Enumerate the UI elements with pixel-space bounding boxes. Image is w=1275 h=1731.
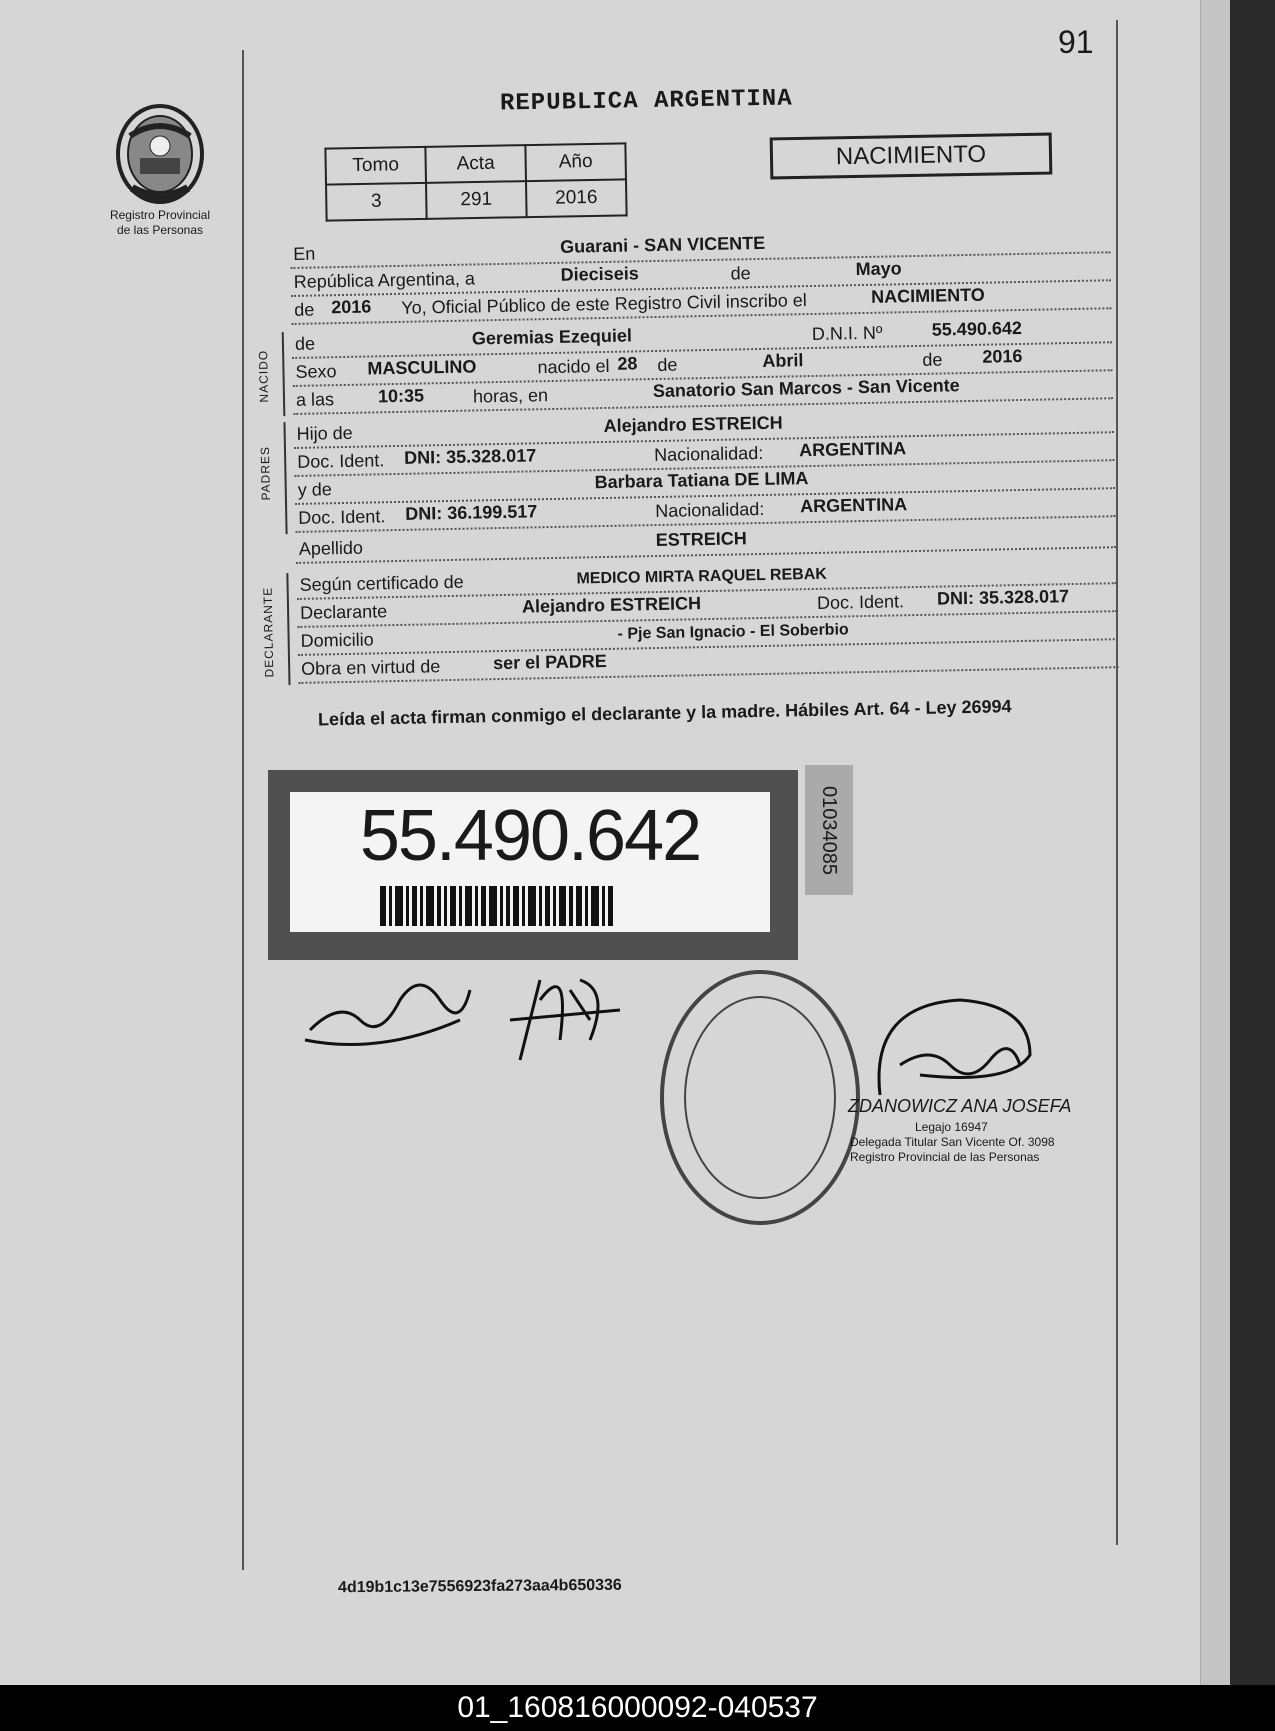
official-name: ZDANOWICZ ANA JOSEFA — [848, 1096, 1072, 1116]
value-anio: 2016 — [331, 296, 372, 318]
value-madre-doc: DNI: 36.199.517 — [405, 501, 538, 524]
page-edge — [1200, 0, 1230, 1685]
value-inscribo: NACIMIENTO — [870, 284, 986, 307]
label-certificado: Según certificado de — [299, 571, 464, 595]
value-hora: 10:35 — [377, 385, 425, 407]
label-de-4: de — [922, 349, 943, 370]
footer-id: 01_160816000092-040537 — [0, 1685, 1275, 1731]
value-declarante-doc: DNI: 35.328.017 — [936, 586, 1070, 609]
id-label-inner — [290, 792, 770, 932]
caption-line-1: Registro Provincial — [109, 208, 211, 222]
label-declarante: Declarante — [299, 601, 388, 623]
label-alas: a las — [295, 389, 335, 410]
label-obra: Obra en virtud de — [301, 656, 441, 679]
section-nacido — [256, 316, 1113, 415]
label-sexo: Sexo — [295, 361, 337, 382]
stamp-inner-ring — [684, 996, 836, 1199]
header-acta: Acta — [425, 145, 526, 183]
left-margin-line — [242, 50, 244, 1570]
value-anio: 2016 — [526, 179, 627, 217]
value-padre-doc: DNI: 35.328.017 — [403, 445, 537, 468]
official-registro: Registro Provincial de las Personas — [850, 1150, 1040, 1164]
value-madre: Barbara Tatiana DE LIMA — [594, 468, 809, 493]
label-yde: y de — [297, 479, 332, 500]
label-nacido: nacido el — [537, 355, 610, 378]
header-anio: Año — [525, 143, 626, 181]
label-nacionalidad: Nacionalidad: — [653, 442, 764, 466]
value-padre: Alejandro ESTREICH — [603, 412, 783, 437]
label-apellido: Apellido — [298, 537, 364, 559]
label-de-3: de — [657, 354, 678, 375]
label-horas: horas, en — [472, 385, 549, 407]
value-nac-mes: Abril — [762, 350, 804, 371]
label-domicilio: Domicilio — [300, 629, 374, 651]
label-de-2: de — [294, 299, 315, 320]
label-en: En — [293, 243, 316, 264]
right-margin-line — [1116, 20, 1118, 1545]
id-number: 55.490.642 — [359, 796, 701, 876]
official-legajo: Legajo 16947 — [915, 1120, 988, 1134]
value-tomo: 3 — [326, 183, 427, 221]
value-nac-anio: 2016 — [982, 345, 1023, 367]
value-mes: Mayo — [855, 258, 902, 280]
official-signature-icon — [860, 985, 1050, 1105]
value-madre-nac: ARGENTINA — [799, 494, 908, 517]
value-padre-nac: ARGENTINA — [798, 438, 907, 461]
label-dni: D.N.I. Nº — [811, 322, 883, 344]
value-sexo: MASCULINO — [367, 356, 477, 379]
label-doc: Doc. Ident. — [298, 506, 386, 528]
serial-number: 01034085 — [805, 765, 853, 895]
header-tomo: Tomo — [325, 147, 426, 185]
document-title: REPUBLICA ARGENTINA — [499, 85, 793, 118]
caption-line-2: de las Personas — [116, 223, 204, 237]
label-inscribo: Yo, Oficial Público de este Registro Civil inscribo el — [401, 290, 807, 318]
label-hijo: Hijo de — [296, 422, 353, 444]
value-nac-dia: 28 — [617, 353, 638, 374]
label-doc-ident: Doc. Ident. — [816, 591, 905, 613]
value-en: Guarani - SAN VICENTE — [559, 232, 766, 257]
province-emblem-icon — [110, 96, 210, 208]
label-nacido-section: NACIDO — [256, 349, 272, 403]
official-cargo: Delegada Titular San Vicente Of. 3098 — [850, 1135, 1055, 1149]
value-dia: Dieciseis — [560, 263, 639, 285]
barcode-icon — [380, 886, 670, 926]
label-nombre: de — [294, 333, 316, 354]
act-type-box: NACIMIENTO — [770, 133, 1053, 180]
value-apellido: ESTREICH — [655, 528, 747, 551]
section-declarante — [260, 557, 1118, 684]
value-obra: ser el PADRE — [492, 650, 608, 674]
label-de: de — [730, 263, 751, 284]
value-domicilio: - Pje San Ignacio - El Soberbio — [617, 621, 849, 643]
declarant-signature-icon — [300, 960, 480, 1060]
id-label-sticker — [268, 770, 798, 960]
value-declarante: Alejandro ESTREICH — [521, 593, 702, 617]
scan-background — [1230, 0, 1275, 1685]
label-declarante-section: DECLARANTE — [260, 586, 277, 678]
section-padres — [257, 406, 1115, 533]
official-stamp-icon — [660, 970, 860, 1225]
value-acta: 291 — [426, 181, 527, 219]
value-lugar: Sanatorio San Marcos - San Vicente — [652, 375, 960, 402]
mother-signature-icon — [500, 960, 630, 1070]
value-certificado: MEDICO MIRTA RAQUEL REBAK — [576, 565, 828, 588]
emblem-caption — [95, 208, 225, 238]
label-nacionalidad: Nacionalidad: — [655, 498, 765, 522]
document-hash: 4d19b1c13e7556923fa273aa4b650336 — [337, 1576, 622, 1597]
label-doc: Doc. Ident. — [297, 450, 385, 472]
page-number: 91 — [1058, 24, 1094, 60]
birth-record-form — [256, 226, 1118, 685]
value-nombre: Geremias Ezequiel — [471, 325, 633, 349]
label-padres-section: PADRES — [257, 445, 273, 501]
tomo-acta-table — [324, 142, 627, 221]
closing-statement: Leída el acta firman conmigo el declarante y la madre. Hábiles Art. 64 - Ley 26994 — [317, 696, 1012, 730]
value-dni: 55.490.642 — [931, 317, 1023, 340]
label-republica: República Argentina, a — [293, 268, 476, 292]
